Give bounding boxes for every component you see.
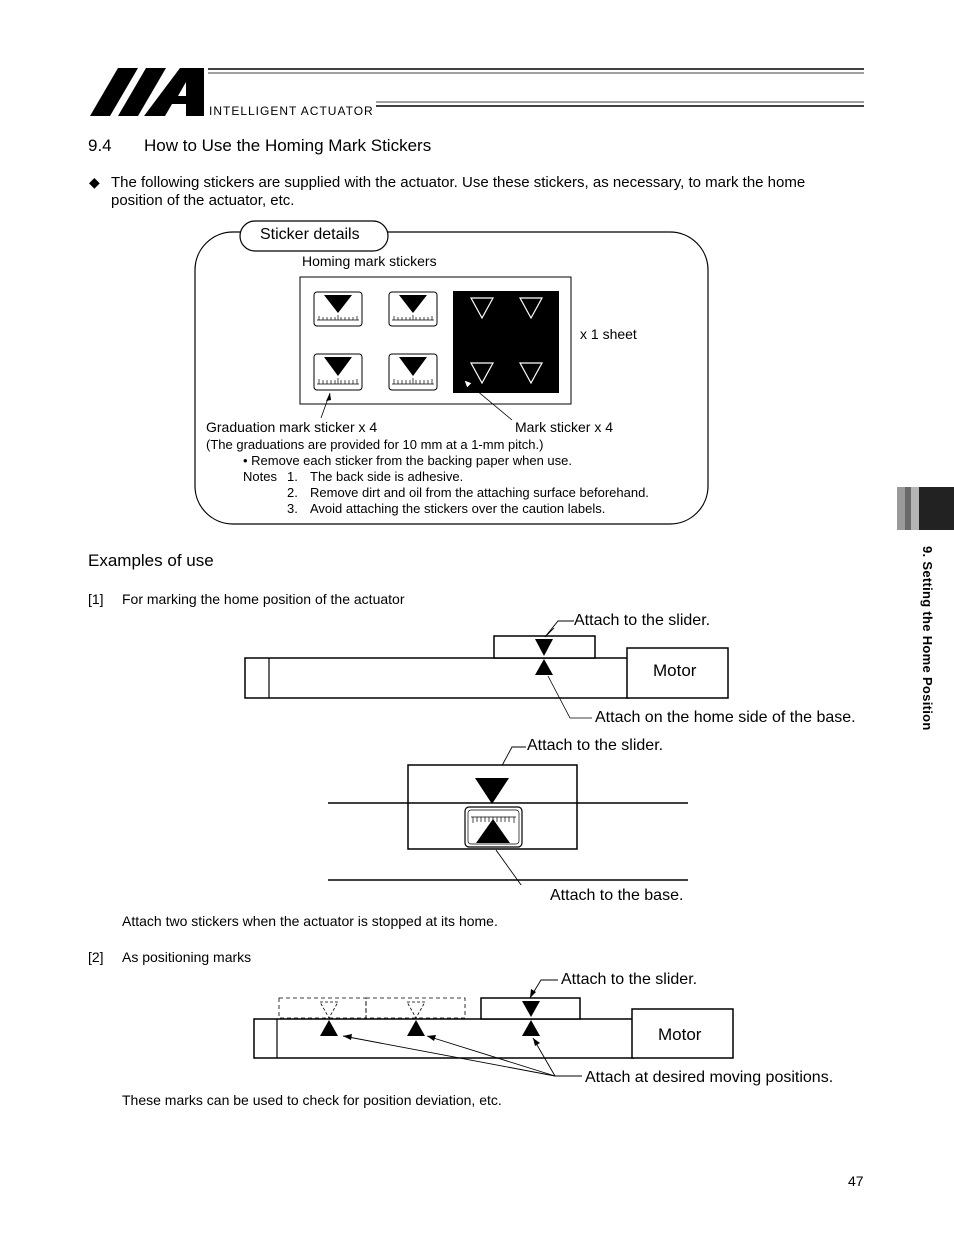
leader-lines [330,970,590,1085]
example-2-number: [2] [88,949,104,965]
section-title: How to Use the Homing Mark Stickers [144,136,432,155]
iai-logo [88,66,208,118]
homing-mark-title: Homing mark stickers [302,253,437,269]
note-number: 2. [287,485,298,500]
remove-note: • Remove each sticker from the backing paper when use. [243,453,572,468]
sticker-details-label: Sticker details [260,226,360,243]
attach-slider-label: Attach to the slider. [527,737,664,754]
note-text: The back side is adhesive. [310,469,464,484]
header-rule [208,66,868,114]
chapter-tab [897,487,954,530]
graduation-sticker-icon [388,291,438,327]
note-text: Avoid attaching the stickers over the caution labels. [310,501,606,516]
motor-label: Motor [653,661,697,680]
examples-title: Examples of use [88,551,214,570]
actuator-top-diagram [326,735,691,885]
section-number: 9.4 [88,136,112,155]
attach-slider-label: Attach to the slider. [561,971,698,988]
example-1-caption: Attach two stickers when the actuator is stopped at its home. [122,913,498,929]
bullet-diamond-icon: ◆ [89,174,100,190]
note-number: 3. [287,501,298,516]
graduation-sticker-icon [313,291,363,327]
chapter-side-label: 9. Setting the Home Position [920,546,935,731]
example-2-caption: These marks can be used to check for position deviation, etc. [122,1092,502,1108]
note-text: Remove dirt and oil from the attaching surface beforehand. [310,485,649,500]
notes-label: Notes [243,469,277,484]
attach-base-home-label: Attach on the home side of the base. [595,709,856,726]
note-number: 1. [287,469,298,484]
attach-slider-label: Attach to the slider. [574,612,711,629]
motor-label: Motor [658,1025,702,1044]
example-1-number: [1] [88,591,104,607]
intro-line-1: The following stickers are supplied with the actuator. Use these stickers, as necessary, to mark the home [111,174,806,191]
graduation-sticker-label: Graduation mark sticker x 4 [206,419,378,435]
graduation-note: (The graduations are provided for 10 mm at a 1-mm pitch.) [206,437,544,452]
attach-positions-label: Attach at desired moving positions. [585,1069,834,1086]
sheet-count: x 1 sheet [580,326,637,342]
intro-line-2: position of the actuator, etc. [111,192,295,209]
attach-base-label: Attach to the base. [550,887,684,904]
logo-text: INTELLIGENT ACTUATOR [209,104,374,118]
mark-sticker-label: Mark sticker x 4 [515,419,614,435]
example-2-title: As positioning marks [122,949,252,965]
example-1-title: For marking the home position of the actuator [122,591,405,607]
page-number: 47 [848,1173,864,1189]
sticker-pointer-arrows [316,375,516,425]
